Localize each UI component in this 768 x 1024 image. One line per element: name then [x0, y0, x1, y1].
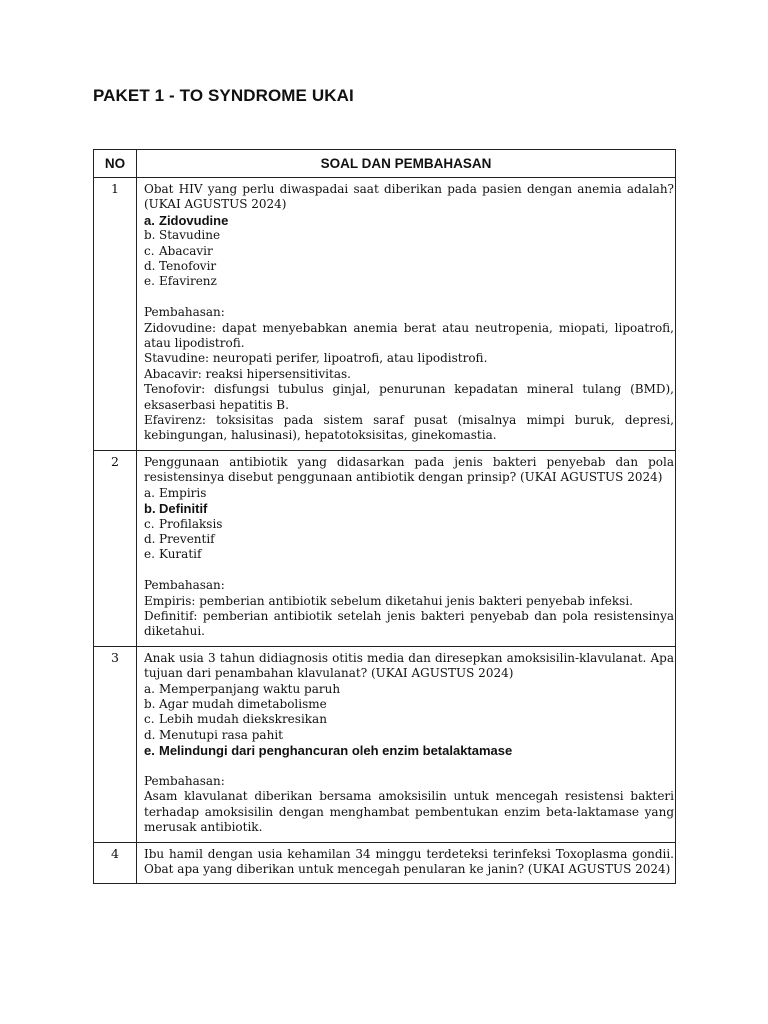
option-correct: [144, 213, 674, 228]
discussion-text: Empiris: pemberian antibiotik sebelum diketahui jenis bakteri penyebab infeksi.: [144, 593, 633, 608]
discussion-label: Pembahasan:: [144, 305, 225, 320]
option-text: Menutupi rasa pahit: [159, 727, 283, 742]
table-row: [94, 842, 676, 884]
table-row: [94, 450, 676, 646]
header-content: SOAL DAN PEMBAHASAN: [137, 150, 676, 178]
discussion-text: Tenofovir: disfungsi tubulus ginjal, penurunan kepadatan mineral tulang (BMD), eksaserbasi hepatitis B.: [144, 382, 674, 412]
option-text: Tenofovir: [159, 259, 217, 274]
option-letter: d.: [144, 727, 156, 742]
option-letter: b.: [144, 228, 156, 243]
option: [144, 728, 674, 743]
option-text: Agar mudah dimetabolisme: [159, 696, 327, 711]
discussion-text: Stavudine: neuropati perifer, lipoatrofi, atau lipodistrofi.: [144, 351, 488, 366]
discussion-text: Efavirenz: toksisitas pada sistem saraf pusat (misalnya mimpi buruk, depresi, kebingungan, halusinasi), hepatotoksisitas, ginekomastia.: [144, 413, 674, 443]
option-letter: a.: [144, 212, 155, 228]
question-text: Obat HIV yang perlu diwaspadai saat diberikan pada pasien dengan anemia adalah? (UKAI AGUSTUS 2024): [144, 182, 674, 212]
row-number: 1: [94, 178, 137, 451]
spacer: [144, 563, 674, 578]
discussion-label: Pembahasan:: [144, 773, 225, 788]
option-letter: d.: [144, 531, 156, 546]
discussion-text: Abacavir: reaksi hipersensitivitas.: [144, 366, 351, 381]
option-text: Kuratif: [159, 547, 202, 562]
row-content: [137, 842, 676, 884]
option-text: Definitif: [159, 501, 208, 517]
questions-table: [93, 149, 676, 884]
table-row: [94, 178, 676, 451]
option-text: Zidovudine: [159, 212, 229, 228]
option-letter: c.: [144, 243, 155, 258]
option-text: Profilaksis: [159, 516, 223, 531]
option: [144, 259, 674, 274]
option-correct: [144, 501, 674, 516]
option-text: Lebih mudah diekskresikan: [159, 712, 327, 727]
option-letter: a.: [144, 681, 155, 696]
header-no: NO: [94, 150, 137, 178]
row-content: [137, 646, 676, 842]
option: [144, 274, 674, 289]
discussion-text: Asam klavulanat diberikan bersama amoksisilin untuk mencegah resistensi bakteri terhadap amoksisilin dengan menghambat pembentukan enzim beta-laktamase yang merusak antibiotik.: [144, 789, 674, 835]
discussion-text: Zidovudine: dapat menyebabkan anemia berat atau neutropenia, miopati, lipoatrofi, atau lipodistrofi.: [144, 320, 674, 351]
row-content: [137, 178, 676, 451]
option: [144, 712, 674, 727]
option-text: Memperpanjang waktu paruh: [159, 681, 341, 696]
option: [144, 532, 674, 547]
discussion-text: Definitif: pemberian antibiotik setelah jenis bakteri penyebab dan pola resistensinya diketahui.: [144, 608, 674, 639]
option-text: Stavudine: [159, 228, 221, 243]
row-number: 3: [94, 646, 137, 842]
option-letter: e.: [144, 274, 155, 289]
option: [144, 547, 674, 562]
option: [144, 682, 674, 697]
option-letter: c.: [144, 516, 155, 531]
row-number: 4: [94, 842, 137, 884]
option: [144, 517, 674, 532]
option-letter: b.: [144, 501, 156, 517]
option-text: Empiris: [159, 485, 207, 500]
question-text: Ibu hamil dengan usia kehamilan 34 minggu terdeteksi terinfeksi Toxoplasma gondii. Obat apa yang diberikan untuk mencegah penularan ke janin? (UKAI AGUSTUS 2024): [144, 846, 674, 877]
option-text: Abacavir: [159, 243, 213, 258]
spacer: [144, 759, 674, 774]
option-correct: [144, 743, 674, 758]
option-letter: b.: [144, 696, 156, 711]
option: [144, 244, 674, 259]
table-row: [94, 646, 676, 842]
spacer: [144, 290, 674, 305]
row-content: [137, 450, 676, 646]
table-header-row: [94, 150, 676, 178]
table-body: [94, 178, 676, 884]
option-letter: c.: [144, 712, 155, 727]
option-letter: d.: [144, 259, 156, 274]
option-text: Melindungi dari penghancuran oleh enzim betalaktamase: [159, 743, 513, 759]
option: [144, 486, 674, 501]
discussion-label: Pembahasan:: [144, 578, 225, 593]
option-text: Preventif: [159, 531, 215, 546]
option-letter: e.: [144, 743, 155, 759]
option-letter: a.: [144, 485, 155, 500]
question-text: Anak usia 3 tahun didiagnosis otitis media dan diresepkan amoksisilin-klavulanat. Apa tujuan dari penambahan klavulanat? (UKAI AGUSTUS 2024): [144, 650, 674, 681]
question-text: Penggunaan antibiotik yang didasarkan pada jenis bakteri penyebab dan pola resistensinya disebut penggunaan antibiotik dengan prinsip? (UKAI AGUSTUS 2024): [144, 454, 674, 485]
option-text: Efavirenz: [159, 274, 217, 289]
row-number: 2: [94, 450, 137, 646]
option: [144, 228, 674, 243]
option: [144, 697, 674, 712]
option-letter: e.: [144, 547, 155, 562]
page-title: PAKET 1 - TO SYNDROME UKAI: [93, 86, 354, 105]
